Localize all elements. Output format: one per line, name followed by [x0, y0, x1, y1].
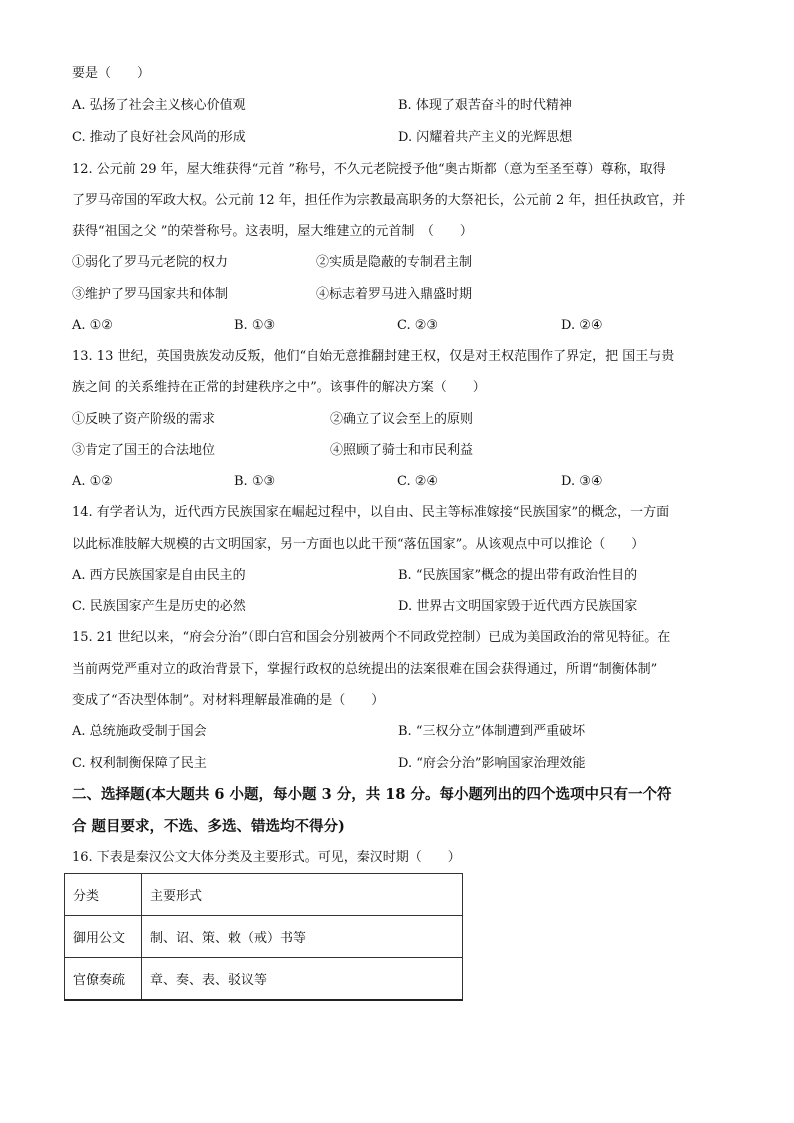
- q15-option-c: C. 权利制衡保障了民主: [72, 756, 207, 771]
- q14-stem-line-2: 以此标准肢解大规模的古文明国家，另一方面也以此干预“落伍国家”。从该观点中可以推论（ ）: [72, 537, 645, 552]
- q14-option-b: B. “民族国家”概念的提出带有政治性目的: [398, 568, 638, 583]
- q15-stem-line-2: 当前两党严重对立的政治背景下，掌握行政权的总统提出的法案很难在国会获得通过，所谓“制衡体制”: [72, 662, 658, 677]
- q12-stem-line-2: 了罗马帝国的军政大权。公元前 12 年，担任作为宗教最高职务的大祭祀长，公元前 2 年，担任执政官，并: [72, 193, 686, 208]
- q12-item-1: ①弱化了罗马元老院的权力: [72, 255, 229, 270]
- q14-stem-line-1: 14. 有学者认为，近代西方民族国家在崛起过程中，以自由、民主等标准嫁接“民族国家”的概念，一方面: [72, 505, 670, 520]
- table-header-cell: 分类: [65, 874, 142, 916]
- q13-item-2: ②确立了议会至上的原则: [330, 412, 474, 427]
- q11-stem-tail: 要是（ ）: [72, 66, 151, 81]
- table-header-cell: 主要形式: [142, 874, 463, 916]
- q12-item-4: ④标志着罗马进入鼎盛时期: [316, 287, 473, 302]
- q15-option-a: A. 总统施政受制于国会: [72, 724, 207, 739]
- q12-stem-line-1: 12. 公元前 29 年，屋大维获得“元首 ”称号，不久元老院授予他“奥古斯都（意为至圣至尊）尊称，取得: [72, 162, 666, 177]
- q12-option-d: D. ②④: [561, 318, 603, 333]
- q14-option-a: A. 西方民族国家是自由民主的: [72, 568, 246, 583]
- section-2-heading-line-1: 二、选择题(本大题共 6 小题，每小题 3 分，共 18 分。每小题列出的四个选项中只有一个符: [72, 786, 672, 803]
- q12-stem-line-3: 获得“祖国之父 ”的荣誉称号。这表明，屋大维建立的元首制 （ ）: [72, 224, 473, 239]
- q13-stem-line-2: 族之间 的关系维持在正常的封建秩序之中”。该事件的解决方案（ ）: [72, 380, 486, 395]
- q11-option-d: D. 闪耀着共产主义的光辉思想: [398, 130, 573, 145]
- q16-table: [64, 873, 463, 1001]
- q12-option-b: B. ①③: [234, 318, 276, 333]
- q12-item-3: ③维护了罗马国家共和体制: [72, 287, 229, 302]
- q14-option-c: C. 民族国家产生是历史的必然: [72, 599, 246, 614]
- q15-option-d: D. “府会分治”影响国家治理效能: [398, 756, 586, 771]
- q13-option-c: C. ②④: [397, 474, 439, 489]
- q13-option-a: A. ①②: [72, 474, 113, 489]
- q14-option-d: D. 世界古文明国家毁于近代西方民族国家: [398, 599, 638, 614]
- table-row: [65, 916, 463, 958]
- table-cell: 官僚奏疏: [65, 958, 142, 1001]
- q13-stem-line-1: 13. 13 世纪，英国贵族发动反叛，他们“自始无意推翻封建王权，仅是对王权范围作了界定，把 国王与贵: [72, 349, 675, 364]
- q11-option-a: A. 弘扬了社会主义核心价值观: [72, 98, 246, 113]
- table-header-row: [65, 874, 463, 916]
- q16-stem: 16. 下表是秦汉公文大体分类及主要形式。可见，秦汉时期（ ）: [72, 850, 461, 865]
- table-cell: 御用公文: [65, 916, 142, 958]
- q15-stem-line-1: 15. 21 世纪以来，“府会分治”（即白宫和国会分别被两个不同政党控制）已成为美国政治的常见特征。在: [72, 630, 671, 645]
- q15-stem-line-3: 变成了“否决型体制”。对材料理解最准确的是（ ）: [72, 693, 385, 708]
- q11-option-b: B. 体现了艰苦奋斗的时代精神: [398, 98, 572, 113]
- table-row: [65, 958, 463, 1001]
- q13-option-d: D. ③④: [561, 474, 603, 489]
- table-cell: 章、奏、表、驳议等: [142, 958, 463, 1001]
- q12-option-a: A. ①②: [72, 318, 113, 333]
- q13-item-3: ③肯定了国王的合法地位: [72, 443, 216, 458]
- q13-option-b: B. ①③: [234, 474, 276, 489]
- q13-item-4: ④照顾了骑士和市民利益: [330, 443, 474, 458]
- q11-option-c: C. 推动了良好社会风尚的形成: [72, 130, 246, 145]
- q15-option-b: B. “三权分立”体制遭到严重破坏: [398, 724, 586, 739]
- section-2-heading-line-2: 合 题目要求，不选、多选、错选均不得分): [72, 818, 345, 835]
- table-cell: 制、诏、策、敕（戒）书等: [142, 916, 463, 958]
- q13-item-1: ①反映了资产阶级的需求: [72, 412, 216, 427]
- q12-item-2: ②实质是隐蔽的专制君主制: [316, 255, 473, 270]
- q12-option-c: C. ②③: [397, 318, 439, 333]
